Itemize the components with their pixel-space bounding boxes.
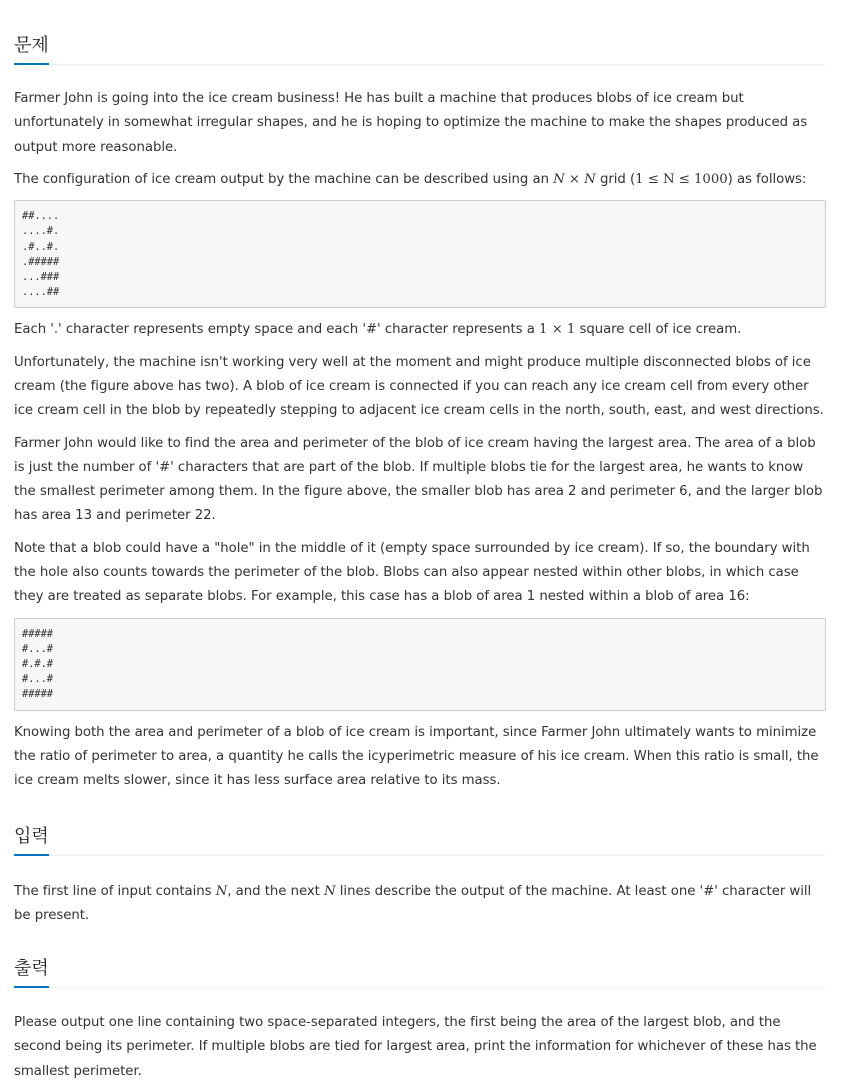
grid-text-after: ) as follows:	[727, 171, 807, 187]
grid-size-math: N × N	[553, 171, 596, 187]
problem-paragraph-area: Farmer John would like to find the area and perimeter of the blob of ice cream having the largest area. The area of a blob is just the number of '#' characters that are part of the blob. If multiple blobs tie for the largest area, he wants to know the smallest perimeter among them. In the figure above, the smaller blob has area 2 and perimeter 6, and the larger blob has area 13 and perimeter 22.	[14, 435, 823, 524]
input-title: 입력	[14, 826, 49, 856]
input-math-n2: N	[324, 883, 336, 899]
grid-text-before: The configuration of ice cream output by the machine can be described using an	[14, 171, 554, 187]
input-text-before: The first line of input contains	[14, 883, 216, 899]
input-math-n1: N	[215, 883, 228, 899]
input-text-middle: , and the next	[227, 883, 325, 899]
sample-grid-2: ##### #...# #.#.# #...# #####	[14, 618, 826, 711]
grid-text-middle: grid (	[595, 171, 636, 187]
problem-paragraph-holes: Note that a blob could have a "hole" in the middle of it (empty space surrounded by ice cream). If so, the boundary with the hole also counts towards the perimeter of the blob. Blobs can also appear nested within other blobs, in which case they are treated as separate blobs. For example, this case has a blob of area 1 nested within a blob of area 16:	[14, 540, 810, 605]
output-title: 출력	[14, 958, 49, 988]
problem-paragraph-cells	[14, 318, 826, 342]
cell-size-math: 1 × 1	[539, 322, 576, 338]
problem-paragraph-intro: Farmer John is going into the ice cream business! He has built a machine that produces blobs of ice cream but unfortunately in somewhat irregular shapes, and he is hoping to optimize the machine to make the shapes produced as output more reasonable.	[14, 91, 808, 155]
input-section	[14, 808, 826, 929]
input-text-after: lines describe the output of the machine. At least one '#' character will be present.	[14, 883, 812, 923]
problem-section	[14, 0, 826, 794]
sample-grid-1: ##.... ....#. .#..#. .##### ...### ....##	[14, 200, 826, 308]
problem-paragraph-grid	[14, 168, 826, 192]
output-description: Please output one line containing two space-separated integers, the first being the area of the largest blob, and the second being its perimeter. If multiple blobs are tied for largest area, print the information for whichever of these has the smallest perimeter.	[14, 1015, 817, 1079]
problem-paragraph-ratio: Knowing both the area and perimeter of a blob of ice cream is important, since Farmer John ultimately wants to minimize the ratio of perimeter to area, a quantity he calls the icyperimetric measure of his ice cream. When this ratio is small, the ice cream melts slower, since it has less surface area relative to its mass.	[14, 724, 819, 789]
problem-paragraph-connectivity: Unfortunately, the machine isn't working very well at the moment and might produce multiple disconnected blobs of ice cream (the figure above has two). A blob of ice cream is connected if you can reach any ice cream cell from every other ice cream cell in the blob by repeatedly stepping to adjacent ice cream cells in the north, south, east, and west directions.	[14, 354, 824, 419]
output-header	[14, 940, 826, 988]
cells-text-after: square cell of ice cream.	[575, 322, 742, 338]
input-header	[14, 808, 826, 856]
input-description	[14, 880, 826, 929]
grid-range-math: 1 ≤ N ≤ 1000	[635, 171, 728, 187]
cells-text-before: Each '.' character represents empty space and each '#' character represents a	[14, 322, 539, 338]
problem-header	[14, 17, 826, 65]
output-section	[14, 940, 826, 1084]
problem-title: 문제	[14, 35, 49, 65]
